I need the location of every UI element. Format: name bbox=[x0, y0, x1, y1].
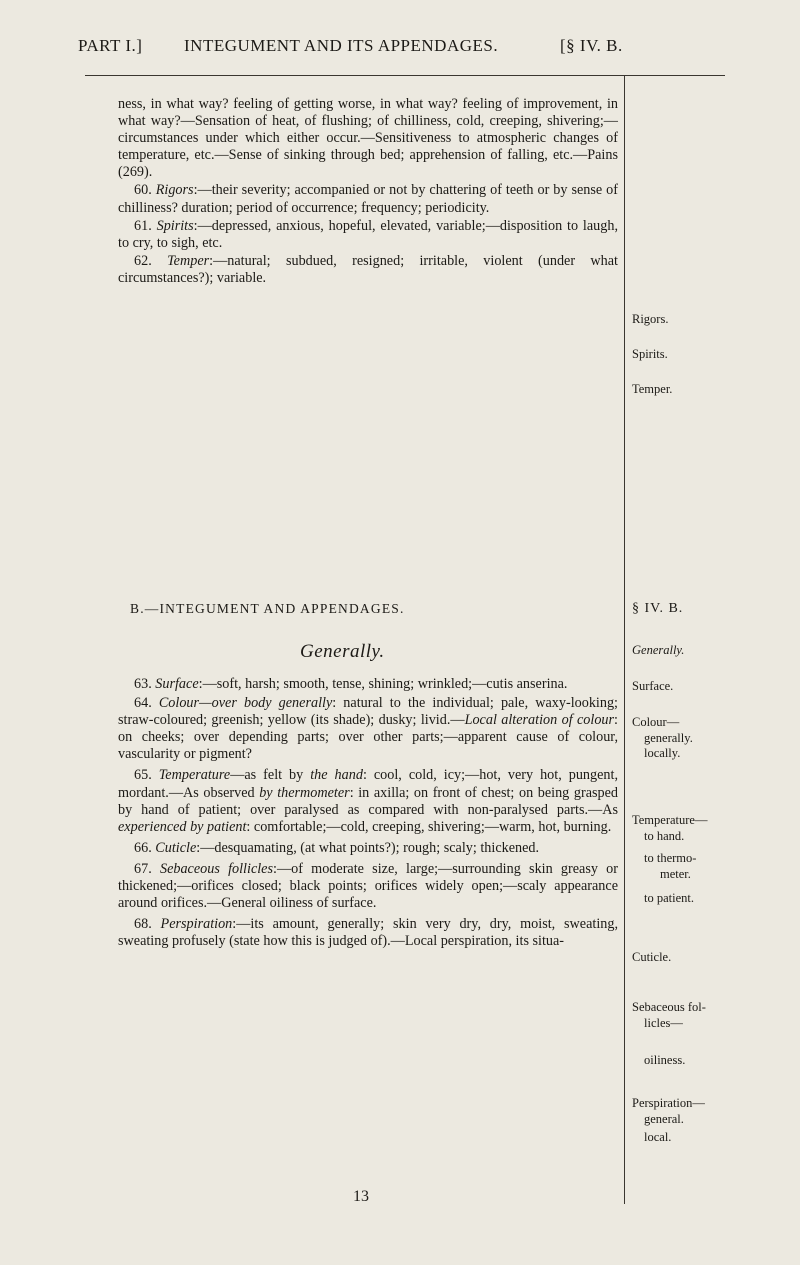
paragraph-term: the hand bbox=[310, 767, 363, 784]
sidenote-temperature-patient: to patient. bbox=[644, 891, 694, 905]
sidenote-cuticle: Cuticle. bbox=[632, 950, 672, 964]
paragraph-text: —as felt by bbox=[230, 767, 311, 784]
paragraph-term: Sebaceous follicles bbox=[159, 860, 273, 877]
sidenote-generally-text: Generally. bbox=[632, 643, 685, 657]
paragraph-term: Cuticle bbox=[155, 839, 197, 856]
paragraph-term: Rigors bbox=[155, 182, 194, 199]
sidenote-temperature-label: Temperature— bbox=[632, 813, 708, 827]
sidenote-section: § IV. B. bbox=[632, 601, 684, 616]
paragraph-67 bbox=[118, 861, 618, 912]
section-heading: B.—INTEGUMENT AND APPENDAGES. bbox=[130, 601, 405, 616]
paragraph-term: Local alteration of colour bbox=[464, 712, 615, 729]
sidenote-surface: Surface. bbox=[632, 679, 674, 693]
sidenote-colour-label: Colour— bbox=[632, 715, 680, 729]
paragraph-text: :—soft, harsh; smooth, tense, shining; wrinkled;—cutis anserina. bbox=[198, 676, 568, 692]
sidenote-perspiration-local: local. bbox=[644, 1130, 672, 1144]
text-block-lower bbox=[118, 676, 618, 950]
paragraph-text: :—desquamating, (at what points?); rough; scaly; thickened. bbox=[196, 839, 540, 856]
paragraph-number: 64. bbox=[134, 695, 152, 712]
running-head bbox=[78, 30, 768, 64]
paragraph-62 bbox=[118, 253, 618, 287]
paragraph-number: 65. bbox=[134, 767, 152, 784]
sidenote-sebaceous bbox=[632, 1000, 752, 1069]
sidenote-sebaceous-label: Sebaceous fol- bbox=[632, 1000, 706, 1014]
running-head-section: [§ IV. B. bbox=[560, 36, 623, 55]
paragraph-term: Surface bbox=[155, 676, 199, 692]
margin-rule bbox=[624, 76, 625, 1204]
paragraph-60 bbox=[118, 182, 618, 216]
paragraph-text: :—depressed, anxious, hopeful, elevated, variable;—disposition to laugh, to cry, to sigh, etc. bbox=[118, 217, 618, 251]
sidenote-temperature-hand: to hand. bbox=[644, 828, 685, 843]
paragraph-text: : in axilla; on front of chest; on being grasped by hand of patient; over paralysed as compared with non-paralysed parts.—As bbox=[118, 784, 618, 818]
sidenote-rigors: Rigors. bbox=[632, 312, 669, 326]
sidenote-colour-locally: locally. bbox=[644, 746, 681, 760]
paragraph-number: 60. bbox=[134, 182, 152, 199]
paragraph-text: : natural to the individual; pale, waxy-looking; straw-coloured; greenish; yellow (its shade); dusky; livid.— bbox=[118, 695, 618, 729]
paragraph-text: :—natural; subdued, resigned; irritable, violent (under what circumstances?); variable. bbox=[118, 252, 619, 286]
paragraph-term: Colour—over body generally bbox=[158, 695, 333, 712]
paragraph-text: : on cheeks; over depending parts; over other parts;—apparent cause of colour, vascularity or pigment? bbox=[118, 712, 618, 763]
sidenote-temperature-thermometer-2: meter. bbox=[660, 866, 691, 881]
text-block-upper bbox=[118, 96, 618, 287]
paragraph-65 bbox=[118, 767, 618, 835]
sidenote-spirits: Spirits. bbox=[632, 347, 668, 361]
paragraph-61 bbox=[118, 218, 618, 252]
sidenote-perspiration-label: Perspiration— bbox=[632, 1096, 705, 1110]
paragraph-number: 68. bbox=[134, 916, 152, 933]
sidenote-oiliness: oiliness. bbox=[644, 1053, 686, 1067]
paragraph-63 bbox=[118, 676, 618, 693]
paragraph-text: :—their severity; accompanied or not by chattering of teeth or by sense of chilliness? duration; period of occurrence; frequency; periodicity. bbox=[118, 182, 618, 216]
header-rule bbox=[85, 75, 725, 76]
paragraph-68 bbox=[118, 916, 618, 950]
paragraph-number: 62. bbox=[134, 252, 152, 269]
sidenote-temperature bbox=[632, 813, 752, 907]
sidenote-colour bbox=[632, 715, 752, 762]
paragraph-text: :—its amount, generally; skin very dry, dry, moist, sweating, sweating profusely (state how this is judged of).—Local perspiration, its situa- bbox=[118, 916, 618, 950]
paragraph-term: experienced by patient bbox=[118, 818, 247, 835]
paragraph-number: 67. bbox=[134, 860, 152, 877]
paragraph-66 bbox=[118, 840, 618, 857]
paragraph-number: 61. bbox=[134, 217, 152, 234]
sidenote-colour-generally: generally. bbox=[644, 730, 693, 745]
sidenote-perspiration-general: general. bbox=[644, 1111, 684, 1126]
sidenote-temper: Temper. bbox=[632, 382, 673, 396]
paragraph-term: Perspiration bbox=[160, 916, 233, 933]
paragraph-text: : cool, cold, icy;—hot, very hot, pungent, mordant.—As observed bbox=[118, 767, 618, 801]
paragraph-number: 66. bbox=[134, 839, 152, 856]
running-head-title: INTEGUMENT AND ITS APPENDAGES. bbox=[184, 36, 499, 55]
paragraph-text: : comfortable;—cold, creeping, shivering;—warm, hot, burning. bbox=[246, 818, 612, 835]
running-head-part: PART I.] bbox=[78, 36, 143, 55]
paragraph-64 bbox=[118, 695, 618, 763]
paragraph-term: Temper bbox=[167, 252, 210, 269]
paragraph-number: 63. bbox=[134, 676, 152, 692]
subheading: Generally. bbox=[300, 641, 385, 662]
paragraph-term: Temperature bbox=[158, 767, 231, 784]
page-number: 13 bbox=[353, 1188, 369, 1205]
sidenote-sebaceous-label-2: licles— bbox=[644, 1015, 683, 1030]
paragraph-text: :—of moderate size, large;—surrounding skin greasy or thickened;—orifices closed; black points; orifices widely open;—scaly appearance around orifices.—General oiliness of surface. bbox=[118, 860, 618, 912]
sidenote-generally bbox=[632, 643, 752, 659]
paragraph-continued: ness, in what way? feeling of getting worse, in what way? feeling of improvement, in what way?—Sensation of heat, of flushing; of chilliness, cold, creeping, shivering;—circumstances under which either occur.—Sensitiveness to atmospheric changes of temperature, etc.—Sense of sinking through bed; apprehension of falling, etc.—Pains (269). bbox=[118, 96, 618, 181]
sidenote-temperature-thermometer: to thermo- bbox=[644, 851, 697, 865]
sidenote-perspiration bbox=[632, 1096, 752, 1146]
paragraph-term: Spirits bbox=[156, 217, 194, 234]
paragraph-term: by thermometer bbox=[259, 784, 350, 801]
